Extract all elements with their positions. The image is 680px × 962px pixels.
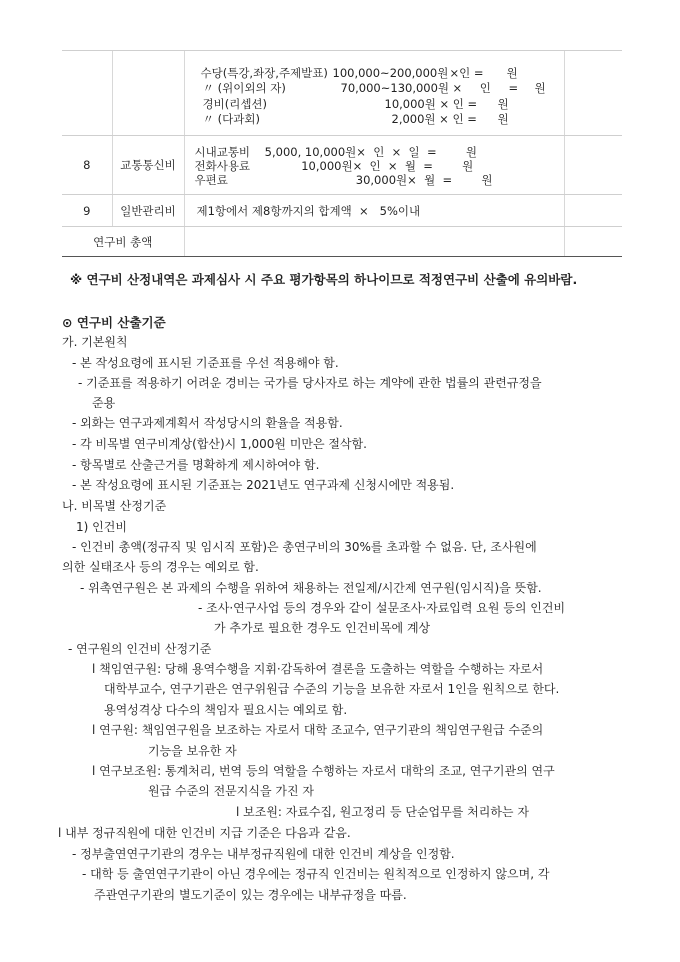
byitem-subheading: 1) 인건비 (76, 520, 127, 534)
byitem-line: - 위촉연구원은 본 과제의 수행을 위하여 채용하는 전일제/시간제 연구원(임시직)을 뜻함. (80, 581, 542, 595)
section-title: ⊙ 연구비 산출기준 (62, 315, 166, 330)
byitem-line: l 보조원: 자료수집, 원고정리 등 단순업무를 처리하는 자 (236, 805, 529, 819)
allowance-line-1-amount: 100,000~200,000원 (332, 66, 449, 80)
row-category: 교통통신비 (112, 136, 184, 195)
row-number: 9 (62, 195, 112, 227)
notice-text: ※ 연구비 산정내역은 과제심사 시 주요 평가항목의 하나이므로 적정연구비 산출에 유의바람. (70, 272, 578, 287)
basic-item: - 외화는 연구과제계획서 작성당시의 환율을 적용함. (72, 416, 343, 430)
allowance-line-3-label: 경비(리셉션) (202, 97, 268, 111)
byitem-line: l 연구보조원: 통계처리, 번역 등의 역할을 수행하는 자로서 대학의 조교, 연구기관의 연구 (92, 764, 555, 778)
allowance-line-3-amount: 10,000원 × 인 = (384, 97, 478, 111)
row-category: 일반관리비 (112, 195, 184, 227)
table-row (62, 195, 622, 227)
byitem-line: - 대학 등 출연연구기관이 아닌 경우에는 정규직 인건비는 원칙적으로 인정하지 않으며, 각 (82, 867, 550, 881)
basic-item: - 기준표를 적용하기 어려운 경비는 국가를 당사자로 하는 계약에 관한 법률의 관련규정을 (78, 376, 542, 390)
allowance-line-2-amount: 70,000~130,000원 (340, 81, 450, 95)
allowance-line-2-calc: × 인 = (452, 81, 519, 95)
basic-heading: 가. 기본원칙 (62, 335, 128, 349)
byitem-line: - 조사·연구사업 등의 경우와 같이 설문조사·자료입력 요원 등의 인건비 (198, 601, 566, 615)
transport-line-3: 우편료 30,000원× 월 = 원 (194, 173, 493, 187)
allowance-line-3-unit: 원 (497, 97, 509, 111)
byitem-line: l 내부 정규직원에 대한 인건비 지급 기준은 다음과 같음. (58, 826, 351, 840)
table-cell-content (184, 195, 564, 227)
basic-item: 준용 (92, 396, 116, 410)
allowance-line-1-calc: ×인 = (449, 66, 484, 80)
byitem-line: 의한 실태조사 등의 경우는 예외로 함. (62, 560, 259, 574)
byitem-line: 가 추가로 필요한 경우도 인건비목에 계상 (214, 621, 431, 635)
basic-item: - 항목별로 산출근거를 명확하게 제시하여야 함. (72, 458, 320, 472)
table-cell-num (62, 51, 112, 136)
table-cell-content (184, 136, 564, 195)
overhead-content: 제1항에서 제8항까지의 합계액 × 5%이내 (196, 203, 421, 218)
row-number: 8 (62, 136, 112, 195)
byitem-line: l 책임연구원: 당해 용역수행을 지휘·감독하여 결론을 도출하는 역할을 수행하는 자로서 (92, 662, 544, 676)
allowance-line-1-unit: 원 (506, 66, 518, 80)
allowance-line-2-label: 〃 (위이외의 자) (202, 81, 286, 95)
transport-line-2: 전화사용료 10,000원× 인 × 월 = 원 (194, 159, 474, 173)
byitem-line: 기능을 보유한 자 (148, 744, 237, 758)
byitem-line: 대학부교수, 연구기관은 연구위원급 수준의 기능을 보유한 자로서 1인을 원칙으로 한다. (104, 682, 560, 696)
total-label: 연구비 총액 (62, 227, 184, 257)
byitem-line: - 정부출연연구기관의 경우는 내부정규직원에 대한 인건비 계상을 인정함. (72, 847, 455, 861)
byitem-line: 용역성격상 다수의 책임자 필요시는 예외로 함. (104, 703, 348, 717)
allowance-line-4-unit: 원 (497, 112, 509, 126)
table-cell-category (112, 51, 184, 136)
table-cell-content (184, 51, 564, 136)
table-row (62, 51, 622, 136)
table-row (62, 136, 622, 195)
byitem-line: 주관연구기관의 별도기준이 있는 경우에는 내부규정을 따름. (94, 888, 407, 902)
byitem-line: - 인건비 총액(정규직 및 임시직 포함)은 총연구비의 30%를 초과할 수 없음. 단, 조사원에 (72, 540, 537, 554)
basic-item: - 본 작성요령에 표시된 기준표를 우선 적용해야 함. (72, 356, 339, 370)
transport-line-1: 시내교통비 5,000, 10,000원× 인 × 일 = 원 (194, 145, 477, 159)
basic-item: - 각 비목별 연구비계상(합산)시 1,000원 미만은 절삭함. (72, 437, 367, 451)
byitem-line: - 연구원의 인건비 산정기준 (68, 642, 212, 656)
basic-item: - 본 작성요령에 표시된 기준표는 2021년도 연구과제 신청시에만 적용됨. (72, 478, 455, 492)
allowance-line-2-unit: 원 (534, 81, 546, 95)
allowance-line-4-label: 〃 (다과회) (202, 112, 260, 126)
table-row (62, 227, 622, 257)
budget-table (62, 50, 622, 257)
allowance-line-4-amount: 2,000원 × 인 = (391, 112, 477, 126)
allowance-line-1-label: 수당(특강,좌장,주제발표) (200, 66, 328, 80)
byitem-heading: 나. 비목별 산정기준 (62, 499, 167, 513)
byitem-line: l 연구원: 책임연구원을 보조하는 자로서 대학 조교수, 연구기관의 책임연구원급 수준의 (92, 723, 544, 737)
byitem-line: 원급 수준의 전문지식을 가진 자 (148, 784, 314, 798)
